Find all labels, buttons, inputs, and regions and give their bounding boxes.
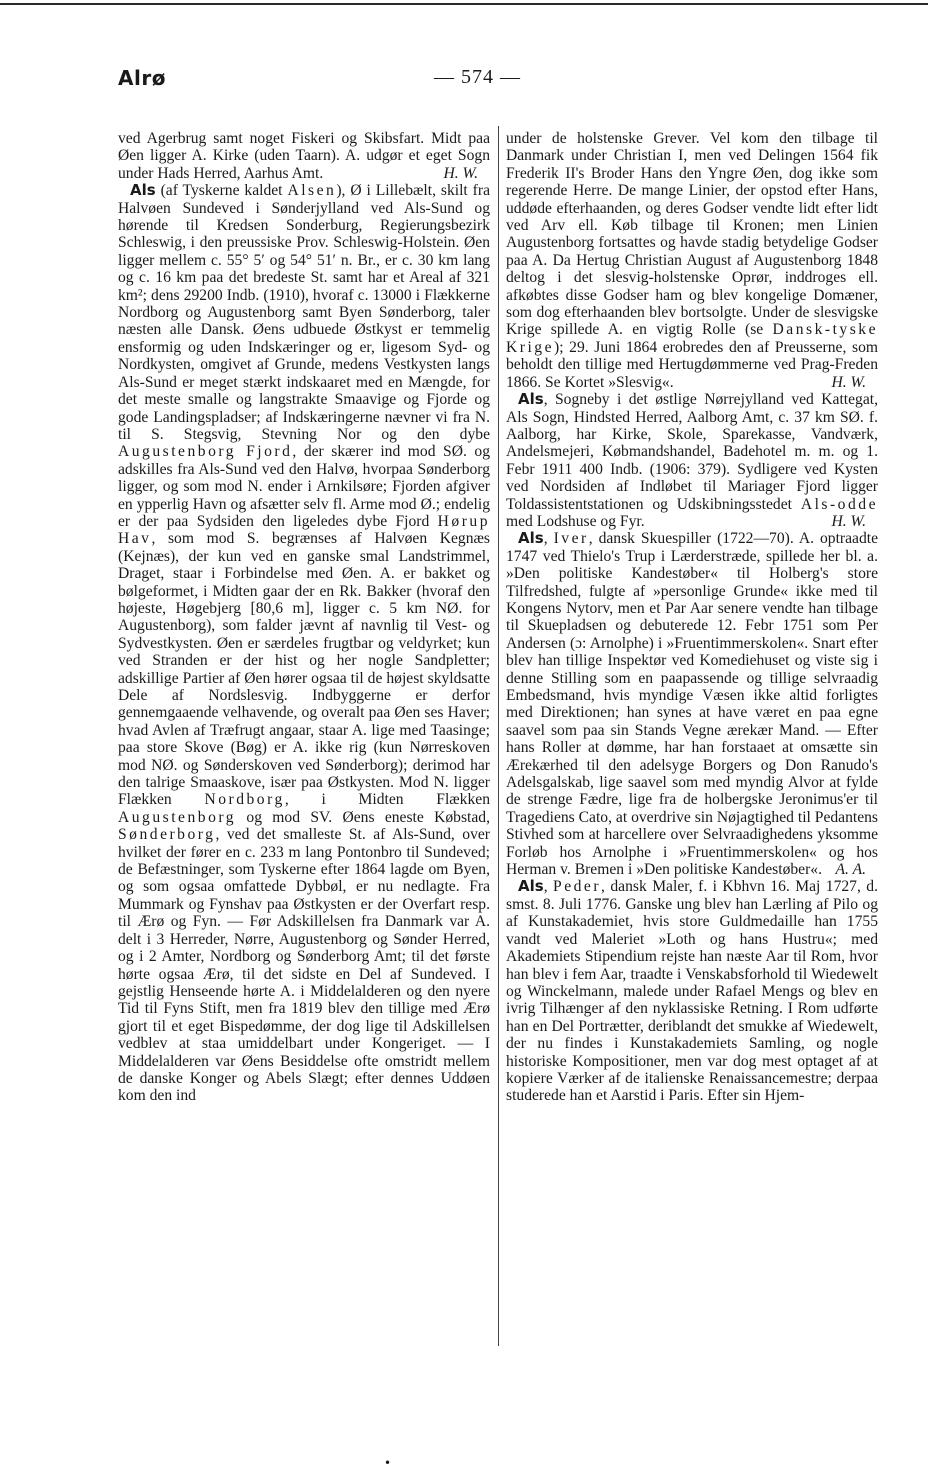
spaced-term: Hørup Hav: [118, 512, 490, 548]
entry-text: ), Ø i Lillebælt, skilt fra Halvøen Sundeved i Sønderjylland ved Als-Sund og hørende til Kredsen Sonderburg, Regierungsbezirk Schleswig, i den preussiske Prov. Schleswig-Holstein. Øen ligger mellem c. 55° 5′ og 54° 51′ n. Br., er c. 30 km lang og c. 16 km paa det bredeste St. samt har et Areal af 321 km²; dens 29200 Indb. (1910), hvoraf c. 13000 i Flækkerne Nordborg og Augustenborg samt Byen Sønderborg, taler næsten alle Dansk. Øens udbuede Østkyst er temmelig ensformig og uden Indskæringer og er, ligesom Syd- og Nordkysten, omgivet af Grunde, medens Vestkysten langs Als-Sund er meget stærkt indskaaret med en Mængde, for det meste smalle og langstrakte Smaavige og Fjorde og gode Landingspladser; af Indskæringerne nævner vi fra N. til S. Stegsvig, Stevning Nor og den dybe: [118, 182, 490, 443]
right-column: [506, 130, 878, 1105]
spaced-term: Augustenborg: [118, 808, 237, 826]
spaced-term: Iver: [553, 530, 589, 548]
entry-als-iver: Als, Iver, dansk Skuespiller (1722—70). A. optraadte 1747 ved Thielo's Trup i Lærderstræde, spillede her bl. a. »Den politiske Kandestøber« til Holberg's store Tilfredshed, fulgte af »personlige Grunde« ikke med til Kongens Nytorv, men et Par Aar senere vendte han tilbage til Skuepladsen og debuterede 12. Febr 1751 som Per Andersen (ɔ: Arnolphe) i »Fruentimmerskolen«. Snart efter blev han tillige Inspektør ved Komediehuset og viste sig i denne Stilling som en paapassende og tillige selvraadig Embedsmand, hvis myndige Væsen ikke altid forligtes med Direktionen; han synes at have været en paa egne saavel som paa sin Stands Vegne ærekær Mand. — Efter hans Roller at dømme, har han forstaaet at omsætte sin Ærekærhed til den adelsyge Borgers og Don Ranudo's Adelsgalskab, lige saavel som med myndig Alvor at fylde de strenge Fædre, lige fra de holbergske Jeronimus'er til Tragediens Cato, at overdrive sin Nøjagtighed til Pedantens Stivhed som at harcellere over Selvraadighedens yksomme Forløb hos Arnolphe i »Fruentimmerskolen« og hos Herman v. Bremen i »Den politiske Kandestøber«. A. A.: [506, 529, 879, 879]
entry-text: med Lodshuse og Fyr.: [506, 512, 645, 530]
spaced-term: Peder: [553, 878, 602, 896]
entry-text: , Sogneby i det østlige Nørrejylland ved Kattegat, Als Sogn, Hindsted Herred, Aalborg Amt, c. 37 km SØ. f. Aalborg, har Kirke, Skole, Sparekasse, Vandværk, Andelsmejeri, Købmandshandel, Badehotel m. m. og 1. Febr 1911 400 Indb. (1906: 379). Sydligere ved Kysten ved Nordsiden af Indløbet til Mariager Fjord ligger Toldassistentstationen og Udskibningsstedet: [506, 391, 878, 513]
entry-text: , ved det smalleste St. af Als-Sund, over hvilket der fører en c. 233 m lang Pontonbro til Sundeved; de Befæstninger, som Tyskerne efter 1864 lagde om Byen, og som ogsaa omfattede Dybbøl, er nu nedlagte. Fra Mummark og Fynshav paa Østkysten er der Overfart resp. til Ærø og Fyn. — Før Adskillelsen fra Danmark var A. delt i 3 Herreder, Nørre, Augustenborg og Sønder Herred, og i 2 Amter, Nordborg og Sønderborg Amt; til det første hørte ogsaa Ærø, til det sidste en Del af Sundeved. I gejstlig Henseende hørte A. i Middelalderen og den nyere Tid til Fyns Stift, men fra 1819 blev den tillige med Ærø gjort til et eget Bispedømme, der dog lige til Adskillelsen vedblev at staa umiddelbart under Kongeriget. — I Middelalderen var Øens Besiddelse ofte omstridt mellem de danske Konger og Abels Slægt; efter dennes Uddøen kom den ind: [118, 826, 490, 1105]
headword: Als: [130, 181, 156, 200]
entry-als-peder: Als, Peder, dansk Maler, f. i Kbhvn 16. Maj 1727, d. smst. 8. Juli 1776. Ganske ung blev han Lærling af Pilo og af Kunstakademiet, hvis store Guldmedaille han 1755 vandt ved Maleriet »Loth og hans Hustru«; med Akademiets Stipendium rejste han næste Aar til Rom, hvor han blev i fem Aar, traadte i Venskabsforhold til Wiedewelt og Winckelmann, malede under Rafael Mengs og blev en ivrig Tilhænger af den nyklassiske Retning. I Rom udførte han en Del Portrætter, deriblandt det smukke af Wiedewelt, der nu findes i Kunstakademiets Samling, og nogle historiske Kompositioner, men var dog mest optaget af at kopiere Værker af de italienske Renaissancemestre; derpaa studerede han et Aarstid i Paris. Efter sin Hjem-: [506, 877, 879, 1105]
spaced-term: Als-odde: [800, 495, 878, 513]
left-column: [118, 130, 490, 1105]
author-signature: H. W.: [831, 373, 866, 391]
entry-text: , i Midten Flækken: [284, 791, 490, 809]
top-border-rule: [0, 3, 928, 5]
running-head: Alrø: [118, 66, 166, 90]
headword: Als: [518, 529, 544, 548]
entry-alro-end: [118, 130, 490, 182]
spaced-term: Alsen: [287, 182, 337, 200]
entry-als-sogneby: [506, 391, 878, 530]
entry-als-island-continued: [506, 130, 878, 391]
entry-text: (af Tyskerne kaldet: [155, 182, 288, 200]
column-divider: [498, 126, 499, 1346]
page-number: — 574 —: [434, 66, 521, 88]
spaced-term: Augustenborg Fjord: [118, 443, 293, 461]
entry-text: under de holstenske Grever. Vel kom den tilbage til Danmark under Christian I, men ved Delingen 1564 fik Frederik II's Broder Hans den Yngre Øen, dog ikke som regerende Herre. De mange Linier, der opstod efter Hans, uddøde efterhaanden, og deres Godser vendte lidt efter lidt ved Arv ell. Køb tilbage til Kronen; men Linien Augustenborg fortsattes og havde stadig betydelige Godser paa A. Da Hertug Christian August af Augustenborg 1848 deltog i det slesvig-holstenske Oprør, inddroges ell. afkøbtes disse Godser ham og blev kongelige Domæner, som dog efterhaanden blev bortsolgte. Under de slesvigske Krige spillede A. en vigtig Rolle (se: [506, 130, 878, 339]
spaced-term: Sønderborg: [118, 826, 216, 844]
spaced-term: Nordborg: [204, 791, 285, 809]
headword: Als: [518, 390, 544, 409]
entry-text: , som mod S. begrænses af Halvøen Kegnæs (Kejnæs), der kun ved en ganske smal Landstrimmel, Draget, staar i Forbindelse med Øen. A. er bakket og bølgeformet, i Midten gaar der en Rk. Bakker (hvoraf den højeste, Høgebjerg [80,6 m], ligger c. 5 km NØ. for Augustenborg), som falder jævnt af navnlig til Vest- og Sydvestkysten. Øen er særdeles frugtbar og veldyrket; kun ved Stranden er der hist og her nogle Sandpletter; adskillige Partier af Øen hører ogsaa til de højest skyldsatte Dele af Nordslesvig. Indbyggerne er derfor gennemgaaende velhavende, og overalt paa Øen ses Haver; hvad Avlen af Træfrugt angaar, staar A. lige med Taasinge; paa store Skove (Bøg) er A. ikke rig (kun Nørreskoven mod NØ. og Sønderskoven ved Sønderborg); derimod har den talrige Smaaskove, især paa Østkysten. Mod N. ligger Flækken: [118, 530, 490, 809]
entry-text: ved Agerbrug samt noget Fiskeri og Skibsfart. Midt paa Øen ligger A. Kirke (uden Taarn). A. udgør et eget Sogn under Hads Herred, Aarhus Amt.: [118, 130, 490, 182]
entry-als-island: [118, 182, 490, 1105]
entry-text: og mod SV. Øens eneste Købstad,: [236, 808, 490, 826]
cross-reference: Dansk-tyske Krige: [506, 321, 878, 356]
headword: Als: [518, 877, 544, 896]
author-signature: H. W.: [831, 512, 866, 530]
footer-mark: •: [384, 1456, 392, 1470]
entry-text: , dansk Skuespiller (1722—70). A. optraadte 1747 ved Thielo's Trup i Lærderstræde, spillede her bl. a. »Den politiske Kandestøber« til Holberg's store Tilfredshed, fulgte af »personlige Grunde« ikke med til Kongens Nytorv, men et Par Aar senere vendte han tilbage til Skuepladsen og debuterede 12. Febr 1751 som Per Andersen (ɔ: Arnolphe) i »Fruentimmerskolen«. Snart efter blev han tillige Inspektør ved Komediehuset og viste sig i denne Stilling som en paapassende og tillige selvraadig Embedsmand, hvis myndige Væsen ikke altid forligtes med Direktionen; han synes at have været en paa egne saavel som paa sin Stands Vegne ærekær Mand. — Efter hans Roller at dømme, har han forstaaet at omsætte sin Ærekærhed til den adelsyge Borgers og Don Ranudo's Adelsgalskab, lige saavel som med myndig Alvor at fylde de strenge Fædre, lige fra de holbergske Jeronimus'er til Tragediens Cato, at overdrive sin Nøjagtighed til Pedantens Stivhed som at harcellere over Selvraadighedens yksomme Forløb hos Arnolphe i »Fruentimmerskolen« og hos Herman v. Bremen i »Den politiske Kandestøber«.: [506, 530, 879, 879]
entry-text: , dansk Maler, f. i Kbhvn 16. Maj 1727, d. smst. 8. Juli 1776. Ganske ung blev han Lærling af Pilo og af Kunstakademiet, hvis store Guldmedaille han 1755 vandt ved Maleriet »Loth og hans Hustru«; med Akademiets Stipendium rejste han næste Aar til Rom, hvor han blev i fem Aar, traadte i Venskabsforhold til Wiedewelt og Winckelmann, malede under Rafael Mengs og blev en ivrig Tilhænger af den nyklassiske Retning. I Rom udførte han en Del Portrætter, deriblandt det smukke af Wiedewelt, der nu findes i Kunstakademiets Samling, og nogle historiske Kompositioner, men var dog mest optaget af at kopiere Værker af de italienske Renaissancemestre; derpaa studerede han et Aarstid i Paris. Efter sin Hjem-: [506, 878, 879, 1105]
entry-text: ); 29. Juni 1864 erobredes den af Preusserne, som beholdt den tillige med Hertugdømmerne ved Prag-Freden 1866. Se Kortet »Slesvig«.: [506, 338, 878, 391]
entry-text: , der skærer ind mod SØ. og adskilles fra Als-Sund ved den Halvø, hvorpaa Sønderborg ligger, og som mod N. ender i Arnkilsøre; Fjorden afgiver en ypperlig Havn og afsætter selv fl. Arme mod Ø.; endelig er der paa Sydsiden den ligeledes dybe Fjord: [118, 443, 490, 530]
author-signature: H. W.: [443, 164, 478, 182]
author-signature: A. A.: [835, 861, 866, 879]
